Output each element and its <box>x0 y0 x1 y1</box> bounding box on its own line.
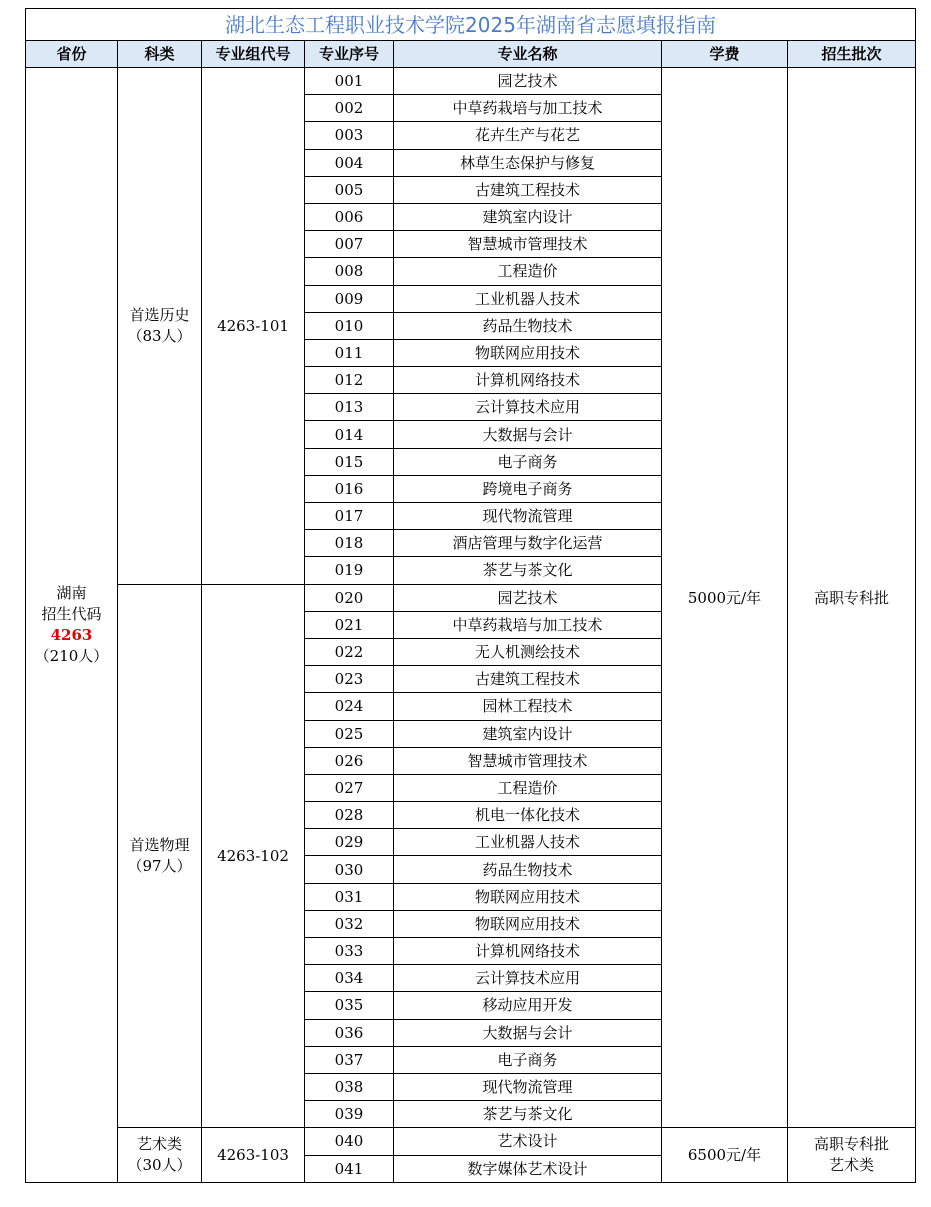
major-seq-cell: 014 <box>305 421 394 448</box>
category-name: 首选历史 <box>129 305 190 324</box>
table-body <box>26 9 916 1183</box>
page-title: 湖北生态工程职业技术学院2025年湖南省志愿填报指南 <box>26 9 916 41</box>
major-seq-cell: 040 <box>305 1128 394 1155</box>
major-seq-cell: 019 <box>305 557 394 584</box>
major-name-cell: 现代物流管理 <box>394 503 662 530</box>
major-name-cell: 物联网应用技术 <box>394 339 662 366</box>
major-seq-cell: 038 <box>305 1073 394 1100</box>
category-name: 首选物理 <box>129 835 190 854</box>
major-name-cell: 工程造价 <box>394 774 662 801</box>
major-seq-cell: 003 <box>305 122 394 149</box>
major-seq-cell: 023 <box>305 666 394 693</box>
major-name-cell: 智慧城市管理技术 <box>394 231 662 258</box>
major-seq-cell: 005 <box>305 176 394 203</box>
header-province: 省份 <box>26 41 118 68</box>
major-name-cell: 艺术设计 <box>394 1128 662 1155</box>
major-name-cell: 酒店管理与数字化运营 <box>394 530 662 557</box>
major-seq-cell: 022 <box>305 638 394 665</box>
major-seq-cell: 010 <box>305 312 394 339</box>
major-name-cell: 移动应用开发 <box>394 992 662 1019</box>
major-seq-cell: 008 <box>305 258 394 285</box>
major-name-cell: 古建筑工程技术 <box>394 666 662 693</box>
major-seq-cell: 031 <box>305 883 394 910</box>
major-name-cell: 大数据与会计 <box>394 421 662 448</box>
batch-art-cell <box>788 1128 916 1182</box>
major-name-cell: 云计算技术应用 <box>394 965 662 992</box>
province-code-label: 招生代码 <box>41 604 102 623</box>
category-count: （83人） <box>127 326 192 345</box>
major-name-cell: 电子商务 <box>394 1046 662 1073</box>
major-name-cell: 无人机测绘技术 <box>394 638 662 665</box>
major-seq-cell: 012 <box>305 367 394 394</box>
major-name-cell: 云计算技术应用 <box>394 394 662 421</box>
major-seq-cell: 020 <box>305 584 394 611</box>
major-name-cell: 工业机器人技术 <box>394 285 662 312</box>
major-seq-cell: 026 <box>305 747 394 774</box>
batch-art-line1: 高职专科批 <box>814 1135 890 1153</box>
major-name-cell: 电子商务 <box>394 448 662 475</box>
major-name-cell: 园艺技术 <box>394 584 662 611</box>
major-name-cell: 智慧城市管理技术 <box>394 747 662 774</box>
major-seq-cell: 013 <box>305 394 394 421</box>
major-name-cell: 中草药栽培与加工技术 <box>394 95 662 122</box>
major-seq-cell: 016 <box>305 475 394 502</box>
major-name-cell: 现代物流管理 <box>394 1073 662 1100</box>
major-name-cell: 跨境电子商务 <box>394 475 662 502</box>
major-name-cell: 物联网应用技术 <box>394 883 662 910</box>
table-row <box>26 1128 916 1155</box>
major-seq-cell: 039 <box>305 1101 394 1128</box>
major-seq-cell: 001 <box>305 68 394 95</box>
major-seq-cell: 034 <box>305 965 394 992</box>
major-name-cell: 计算机网络技术 <box>394 367 662 394</box>
major-name-cell: 药品生物技术 <box>394 856 662 883</box>
major-name-cell: 花卉生产与花艺 <box>394 122 662 149</box>
header-major-name: 专业名称 <box>394 41 662 68</box>
category-name: 艺术类 <box>136 1135 182 1153</box>
major-seq-cell: 025 <box>305 720 394 747</box>
group-code-cell: 4263-102 <box>202 584 305 1128</box>
tuition-art-cell: 6500元/年 <box>662 1128 788 1182</box>
major-name-cell: 园林工程技术 <box>394 693 662 720</box>
major-seq-cell: 029 <box>305 829 394 856</box>
major-seq-cell: 032 <box>305 910 394 937</box>
major-name-cell: 药品生物技术 <box>394 312 662 339</box>
major-name-cell: 茶艺与茶文化 <box>394 1101 662 1128</box>
major-name-cell: 建筑室内设计 <box>394 203 662 230</box>
major-seq-cell: 015 <box>305 448 394 475</box>
batch-art-line2: 艺术类 <box>829 1156 875 1174</box>
major-seq-cell: 028 <box>305 802 394 829</box>
table-row <box>26 68 916 95</box>
batch-cell: 高职专科批 <box>788 68 916 1128</box>
major-seq-cell: 041 <box>305 1155 394 1182</box>
major-seq-cell: 007 <box>305 231 394 258</box>
header-batch: 招生批次 <box>788 41 916 68</box>
category-cell <box>118 68 202 585</box>
category-count: （30人） <box>127 1156 192 1174</box>
province-cell <box>26 68 118 1183</box>
major-name-cell: 数字媒体艺术设计 <box>394 1155 662 1182</box>
major-name-cell: 茶艺与茶文化 <box>394 557 662 584</box>
major-seq-cell: 033 <box>305 938 394 965</box>
major-name-cell: 计算机网络技术 <box>394 938 662 965</box>
major-seq-cell: 021 <box>305 611 394 638</box>
major-name-cell: 工业机器人技术 <box>394 829 662 856</box>
major-name-cell: 机电一体化技术 <box>394 802 662 829</box>
major-seq-cell: 030 <box>305 856 394 883</box>
header-category: 科类 <box>118 41 202 68</box>
major-name-cell: 大数据与会计 <box>394 1019 662 1046</box>
category-cell <box>118 1128 202 1182</box>
header-major-seq: 专业序号 <box>305 41 394 68</box>
major-seq-cell: 004 <box>305 149 394 176</box>
header-group-code: 专业组代号 <box>202 41 305 68</box>
major-seq-cell: 035 <box>305 992 394 1019</box>
major-seq-cell: 009 <box>305 285 394 312</box>
category-count: （97人） <box>127 856 192 875</box>
group-code-cell: 4263-101 <box>202 68 305 585</box>
major-seq-cell: 017 <box>305 503 394 530</box>
major-seq-cell: 036 <box>305 1019 394 1046</box>
major-seq-cell: 011 <box>305 339 394 366</box>
major-seq-cell: 006 <box>305 203 394 230</box>
major-name-cell: 古建筑工程技术 <box>394 176 662 203</box>
major-name-cell: 中草药栽培与加工技术 <box>394 611 662 638</box>
major-name-cell: 林草生态保护与修复 <box>394 149 662 176</box>
major-seq-cell: 037 <box>305 1046 394 1073</box>
major-name-cell: 工程造价 <box>394 258 662 285</box>
major-name-cell: 物联网应用技术 <box>394 910 662 937</box>
group-code-cell: 4263-103 <box>202 1128 305 1182</box>
major-seq-cell: 018 <box>305 530 394 557</box>
major-seq-cell: 027 <box>305 774 394 801</box>
province-count: （210人） <box>34 646 109 665</box>
category-cell <box>118 584 202 1128</box>
major-seq-cell: 024 <box>305 693 394 720</box>
header-tuition: 学费 <box>662 41 788 68</box>
tuition-cell: 5000元/年 <box>662 68 788 1128</box>
province-code: 4263 <box>50 625 93 644</box>
title-row <box>26 9 916 41</box>
major-name-cell: 园艺技术 <box>394 68 662 95</box>
major-name-cell: 建筑室内设计 <box>394 720 662 747</box>
header-row <box>26 41 916 68</box>
major-seq-cell: 002 <box>305 95 394 122</box>
admission-guide-table <box>25 8 916 1183</box>
province-name: 湖南 <box>56 583 87 602</box>
